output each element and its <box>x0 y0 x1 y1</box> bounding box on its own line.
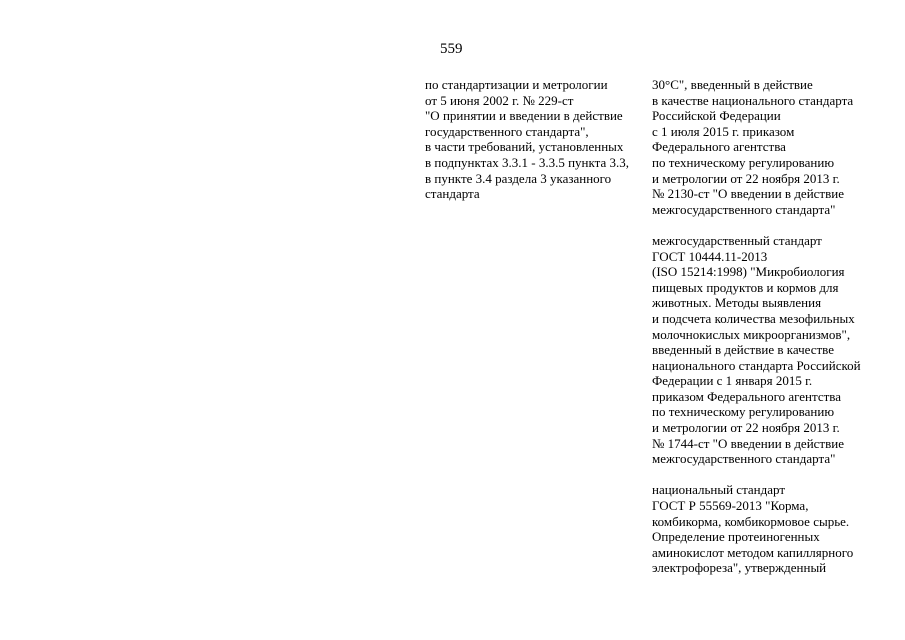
text-line: межгосударственного стандарта" <box>652 451 836 467</box>
text-line: (ISO 15214:1998) "Микробиология <box>652 264 845 280</box>
text-line: аминокислот методом капиллярного <box>652 544 854 560</box>
text-line: пищевых продуктов и кормов для <box>652 279 839 295</box>
text-line: стандарта <box>425 186 480 202</box>
text-line: Федерации с 1 января 2015 г. <box>652 373 813 389</box>
text-line: 30°С", введенный в действие <box>652 77 813 92</box>
text-line: от 5 июня 2002 г. № 229-ст <box>425 92 574 108</box>
text-line: государственного стандарта", <box>425 123 589 139</box>
paragraph-gap <box>652 467 902 483</box>
text-line: № 2130-ст "О введении в действие <box>652 186 844 202</box>
text-line: ГОСТ Р 55569-2013 "Корма, <box>652 498 809 514</box>
text-line: в подпунктах 3.3.1 - 3.3.5 пункта 3.3, <box>425 154 630 170</box>
text-line: ГОСТ 10444.11-2013 <box>652 248 768 264</box>
page-number: 559 <box>440 41 463 57</box>
text-line: в части требований, установленных <box>425 139 624 155</box>
text-line: Федерального агентства <box>652 139 786 155</box>
paragraph-continued <box>652 77 902 217</box>
text-line: введенный в действие в качестве <box>652 342 835 358</box>
paragraph-gost-10444 <box>652 233 902 467</box>
text-line: по техническому регулированию <box>652 404 835 420</box>
text-line: в качестве национального стандарта <box>652 92 854 108</box>
text-line: приказом Федерального агентства <box>652 388 842 404</box>
text-line: молочнокислых микроорганизмов", <box>652 326 851 342</box>
left-column <box>425 77 640 202</box>
text-line: и метрологии от 22 ноября 2013 г. <box>652 420 840 436</box>
paragraph-gap <box>652 217 902 233</box>
text-line: в пункте 3.4 раздела 3 указанного <box>425 170 612 186</box>
text-line: по техническому регулированию <box>652 154 835 170</box>
right-column <box>652 77 902 576</box>
text-line: № 1744-ст "О введении в действие <box>652 435 844 451</box>
text-line: "О принятии и введении в действие <box>425 108 623 124</box>
text-line: по стандартизации и метрологии <box>425 77 608 92</box>
text-line: национальный стандарт <box>652 482 786 498</box>
text-line: и метрологии от 22 ноября 2013 г. <box>652 170 840 186</box>
text-line: национального стандарта Российской <box>652 357 861 373</box>
text-line: Определение протеиногенных <box>652 529 820 545</box>
text-line: Российской Федерации <box>652 108 781 124</box>
text-line: комбикорма, комбикормовое сырье. <box>652 513 850 529</box>
text-line: с 1 июля 2015 г. приказом <box>652 123 795 139</box>
text-line: межгосударственного стандарта" <box>652 201 836 217</box>
text-line: межгосударственный стандарт <box>652 232 822 248</box>
text-line: и подсчета количества мезофильных <box>652 310 855 326</box>
text-line: животных. Методы выявления <box>652 295 822 311</box>
paragraph-gost-r-55569 <box>652 482 902 576</box>
text-line: электрофореза", утвержденный <box>652 560 827 576</box>
